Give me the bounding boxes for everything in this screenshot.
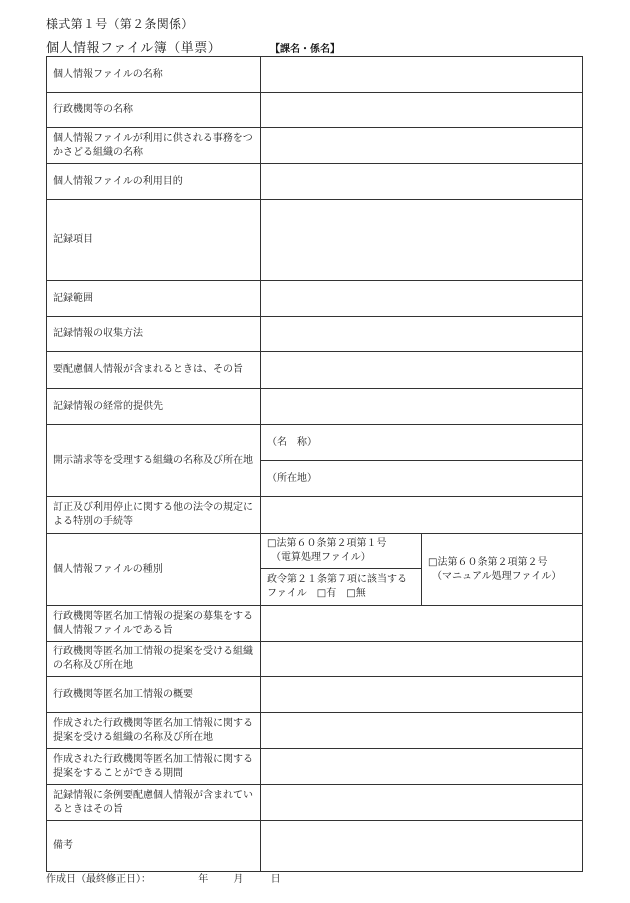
label-org-name: 個人情報ファイルが利用に供される事務をつかさどる組織の名称 [47,128,261,164]
row-collection [47,317,583,352]
value-recipients[interactable] [261,389,583,425]
label-purpose: 個人情報ファイルの利用目的 [47,164,261,200]
value-remarks[interactable] [261,821,583,872]
row-agency-name [47,93,583,128]
row-anon-summary [47,677,583,713]
label-anon-summary: 行政機関等匿名加工情報の概要 [47,677,261,713]
disclosure-address-label: （所在地） [267,472,317,484]
label-anon-receive-org: 行政機関等匿名加工情報の提案を受ける組織の名称及び所在地 [47,642,261,677]
option-manual-line1: □法第６０条第２項第２号 [428,556,548,568]
label-collection: 記録情報の収集方法 [47,317,261,352]
option-manual-line2: （マニュアル処理ファイル） [432,570,562,582]
created-month-label: 月 [233,874,244,885]
row-created-anon-org [47,713,583,749]
file-type-option-electronic[interactable] [261,534,422,569]
value-created-anon-org[interactable] [261,713,583,749]
cabinet-order-text: 政令第２１条第７項に該当するファイル □有 □無 [267,574,407,599]
page-title: 個人情報ファイル簿（単票） [46,41,222,56]
value-anon-solicit[interactable] [261,606,583,642]
label-recipients: 記録情報の経常的提供先 [47,389,261,425]
value-file-name[interactable] [261,57,583,93]
option-electronic-line2: （電算処理ファイル） [271,552,371,563]
row-scope [47,281,583,317]
row-ordinance-sensitive [47,785,583,821]
row-org-name [47,128,583,164]
label-created-anon-period: 作成された行政機関等匿名加工情報に関する提案をすることができる期間 [47,749,261,785]
label-created-anon-org: 作成された行政機関等匿名加工情報に関する提案を受ける組織の名称及び所在地 [47,713,261,749]
value-purpose[interactable] [261,164,583,200]
value-ordinance-sensitive[interactable] [261,785,583,821]
form-number: 様式第１号（第２条関係） [46,17,194,31]
row-special-procedure [47,497,583,534]
label-scope: 記録範囲 [47,281,261,317]
row-anon-receive-org [47,642,583,677]
label-special-procedure: 訂正及び利用停止に関する他の法令の規定による特別の手続等 [47,497,261,534]
label-items: 記録項目 [47,200,261,281]
value-anon-receive-org[interactable] [261,642,583,677]
disclosure-name-label: （名 称） [267,436,317,448]
cabinet-order-cell[interactable] [261,569,422,606]
department-label: 【課名・係名】 [270,44,340,55]
row-items [47,200,583,281]
row-recipients [47,389,583,425]
row-created-anon-period [47,749,583,785]
file-type-option-manual[interactable] [422,534,583,606]
value-disclosure-name[interactable] [261,425,583,461]
label-anon-solicit: 行政機関等匿名加工情報の提案の募集をする個人情報ファイルである旨 [47,606,261,642]
label-sensitive: 要配慮個人情報が含まれるときは、その旨 [47,352,261,389]
created-date-label: 作成日（最終修正日）： [46,874,151,885]
label-ordinance-sensitive: 記録情報に条例要配慮個人情報が含まれているときはその旨 [47,785,261,821]
register-table [46,56,583,872]
row-sensitive [47,352,583,389]
value-created-anon-period[interactable] [261,749,583,785]
row-anon-solicit [47,606,583,642]
created-date [46,870,281,885]
row-disclosure-name [47,425,583,461]
row-purpose [47,164,583,200]
value-special-procedure[interactable] [261,497,583,534]
label-agency-name: 行政機関等の名称 [47,93,261,128]
value-scope[interactable] [261,281,583,317]
created-year-label: 年 [198,874,209,885]
value-agency-name[interactable] [261,93,583,128]
value-sensitive[interactable] [261,352,583,389]
value-anon-summary[interactable] [261,677,583,713]
label-disclosure-org: 開示請求等を受理する組織の名称及び所在地 [47,425,261,497]
value-collection[interactable] [261,317,583,352]
label-file-type: 個人情報ファイルの種別 [47,534,261,606]
option-electronic-line1: □法第６０条第２項第１号 [267,538,387,549]
row-remarks [47,821,583,872]
value-items[interactable] [261,200,583,281]
value-disclosure-address[interactable] [261,461,583,497]
value-org-name[interactable] [261,128,583,164]
label-remarks: 備考 [47,821,261,872]
row-file-type [47,534,583,569]
row-file-name [47,57,583,93]
label-file-name: 個人情報ファイルの名称 [47,57,261,93]
created-day-label: 日 [270,874,281,885]
